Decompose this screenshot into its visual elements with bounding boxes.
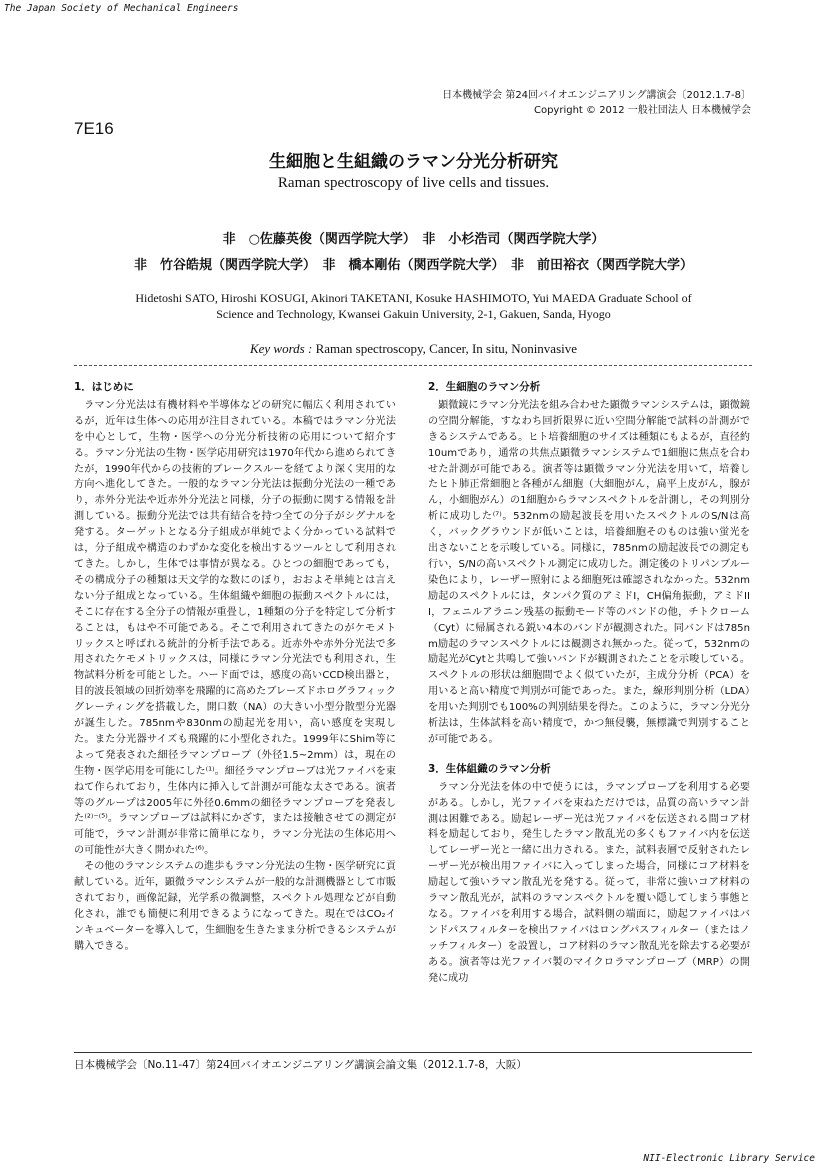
section-2-paragraph-1: 顕微鏡にラマン分光法を組み合わせた顕微ラマンシステムは，顕微鏡の空間分解能，すなわち回折限界に近い空間分解能で試料の計測ができるシステムである。ヒト培養細胞のサイズは種類にもよるが，直径約10umであり，通常の共焦点顕微ラマンシステムで1細胞に焦点を合わせた計測が可能である。演者等は顕微ラマン分光法を用いて，培養したヒト肺正常細胞と各種がん細胞（大細胞がん，扁平上皮がん，腺がん，小細胞がん）の1細胞からラマンスペクトルを計測し，その判別分析に成功した⁽⁷⁾。532nmの励起波長を用いたスペクトルのS/Nは高く，バックグラウンドが低いことは，培養細胞そのものは強い蛍光を出さないことを示唆している。同様に，785nmの励起波長での測定も行い，S/Nの高いスペクトル測定に成功した。測定後のトリパンブルー染色により，レーザー照射による細胞死は確認されなかった。532nm励起のスペクトルには，タンパク質のアミドI，CH偏角振動，アミドIII，フェニルアラニン残基の振動モード等のバンドの他，チトクローム（Cyt）に帰属される鋭い4本のバンドが観測された。同バンドは785nm励起のラマンスペクトルには観測され無かった。従って，532nmの励起光がCytと共鳴して強いバンドが観測されたことを示唆している。スペクトルの形状は細胞間でよく似ていたが，主成分分析（PCA）を用いると高い精度で判別が可能であった。また，線形判別分析（LDA）を用いた判別でも100%の判別結果を得た。このように，ラマン分光分析法は，生体試料を高い精度で，かつ無侵襲，無標識で判別することが可能である。 — [428, 399, 750, 745]
keywords — [0, 341, 827, 357]
library-service-banner: NII-Electronic Library Service — [643, 1153, 815, 1164]
paper-id: 7E16 — [74, 119, 114, 138]
affiliation-line-1: Hidetoshi SATO, Hiroshi KOSUGI, Akinori TAKETANI, Kosuke HASHIMOTO, Yui MAEDA Graduate School of — [135, 291, 692, 305]
copyright-line: Copyright © 2012 一般社団法人 日本機械学会 — [533, 105, 751, 116]
section-3-paragraph-1: ラマン分光法を体の中で使うには，ラマンプローブを利用する必要がある。しかし，光ファイバを束ねただけでは，品質の高いラマン計測は困難である。励起レーザー光は光ファイバを伝送される間コア材料を励起しており，発生したラマン散乱光の多くもファイバ内を伝送してレーザー光と一緒に出力される。また，試料表層で反射されたレーザー光が検出用ファイバに入ってしまった場合，同様にコア材料を励起して強いラマン散乱光を発する。従って，非常に強いコア材料のラマン散乱光が，試料のラマンスペクトルを覆い隠してしまう事態となる。ファイバを利用する場合，試料側の端面に，励起ファイバはバンドパスフィルターを検出ファイバはロングパスフィルター（またはノッチフィルター）を設置し，コア材料のラマン散乱光を除去する必要がある。演者等は光ファイバ製のマイクロラマンプローブ（MRP）の開発に成功 — [428, 781, 750, 984]
section-3-heading: 3．生体組織のラマン分析 — [428, 762, 551, 775]
keywords-text: Raman spectroscopy, Cancer, In situ, Noninvasive — [312, 341, 578, 356]
section-1-paragraph-1: ラマン分光法は有機材料や半導体などの研究に幅広く利用されているが，近年は生体への応用が注目されている。本稿ではラマン分光法を中心として，生物・医学への分光分析技術の応用について紹介する。ラマン分光法の生物・医学応用研究は1970年代から進められてきたが，1990年代からの技術的ブレークスルーを経てより深く実用的な方向へ進化してきた。一般的なラマン分光法は振動分光法の一種であり，赤外分光法や近赤外分光法と同様，分子の振動に関する情報を計測している。振動分光法では共有結合を持つ全ての分子がシグナルを発する。ターゲットとなる分子組成が単純でよく分かっている試料では，分子組成や構造のわずかな変化を検出するツールとして利用されてきた。しかし，生体では事情が異なる。ひとつの細胞であっても，その構成分子の種類は天文学的な数にのぼり，おおよそ単純とは言えない分子組成となっている。生体組織や細胞の振動スペクトルには，そこに存在する全分子の情報が重畳し，1種類の分子を特定して分析することは，もはや不可能である。そこで利用されてきたのがケモメトリックスと呼ばれる統計的分析手法である。近赤外や赤外分光法で多用されたケモメトリックスは，同様にラマン分光法でも利用され，生物試料分析を可能とした。ハード面では，感度の高いCCD検出器と，目的波長領域の回折効率を飛躍的に高めたブレーズドホログラフィックグレーティングを搭載した，開口数（NA）の大きい小型分散型分光器が誕生した。785nmや830nmの励起光を用い，高い感度を実現した。また分光器サイズも飛躍的に小型化された。1999年にShim等によって発表された細径ラマンプローブ（外径1.5~2mm）は，現在の生物・医学応用を可能にした⁽¹⁾。細径ラマンプローブは光ファイバを束ねて作られており，生体内に挿入して計測が可能な太さである。演者等のグループは2005年に外径0.6mmの細径ラマンプローブを発表した⁽²⁾⁻⁽⁵⁾。ラマンプローブは試料にかざす，または接触させての測定が可能で，ラマン計測が非常に簡単になり，ラマン分光法の生体応用への可能性が大きく開かれた⁽⁶⁾。 — [74, 399, 396, 857]
affiliation-line-2: Science and Technology, Kwansei Gakuin University, 2-1, Gakuen, Sanda, Hyogo — [216, 307, 611, 321]
left-column — [74, 380, 396, 955]
paper-title-japanese: 生細胞と生組織のラマン分光分析研究 — [269, 152, 558, 172]
section-1-heading: 1．はじめに — [74, 381, 134, 393]
conference-header: 日本機械学会 第24回バイオエンジニアリング講演会〔2012.1.7-8〕 — [442, 90, 751, 101]
section-1-paragraph-2: その他のラマンシステムの進歩もラマン分光法の生物・医学研究に貢献している。近年，顕微ラマンシステムが一般的な計測機器として市販されており，画像記録，光学系の微調整，スペクトル処理などが自動化され，誰でも簡便に利用できるようになってきた。現在ではCO₂インキュベーターを導入して，生細胞を生きたまま分析できるシステムが購入できる。 — [74, 861, 396, 952]
header-divider — [74, 365, 752, 366]
proceedings-footer: 日本機械学会〔No.11-47〕第24回バイオエンジニアリング講演会論文集（2012.1.7-8，大阪） — [74, 1059, 527, 1071]
keywords-label: Key words : — [249, 341, 313, 356]
section-2-heading: 2．生細胞のラマン分析 — [428, 381, 541, 393]
authors-line-2: 非 竹谷皓規（関西学院大学） 非 橋本剛佑（関西学院大学） 非 前田裕衣（関西学院大学） — [133, 258, 693, 273]
footer-divider — [74, 1052, 752, 1053]
authors-line-1: 非 ○佐藤英俊（関西学院大学） 非 小杉浩司（関西学院大学） — [222, 232, 605, 247]
paper-title-english: Raman spectroscopy of live cells and tissues. — [277, 175, 550, 191]
society-banner: The Japan Society of Mechanical Engineers — [4, 3, 239, 14]
right-column — [428, 380, 750, 987]
